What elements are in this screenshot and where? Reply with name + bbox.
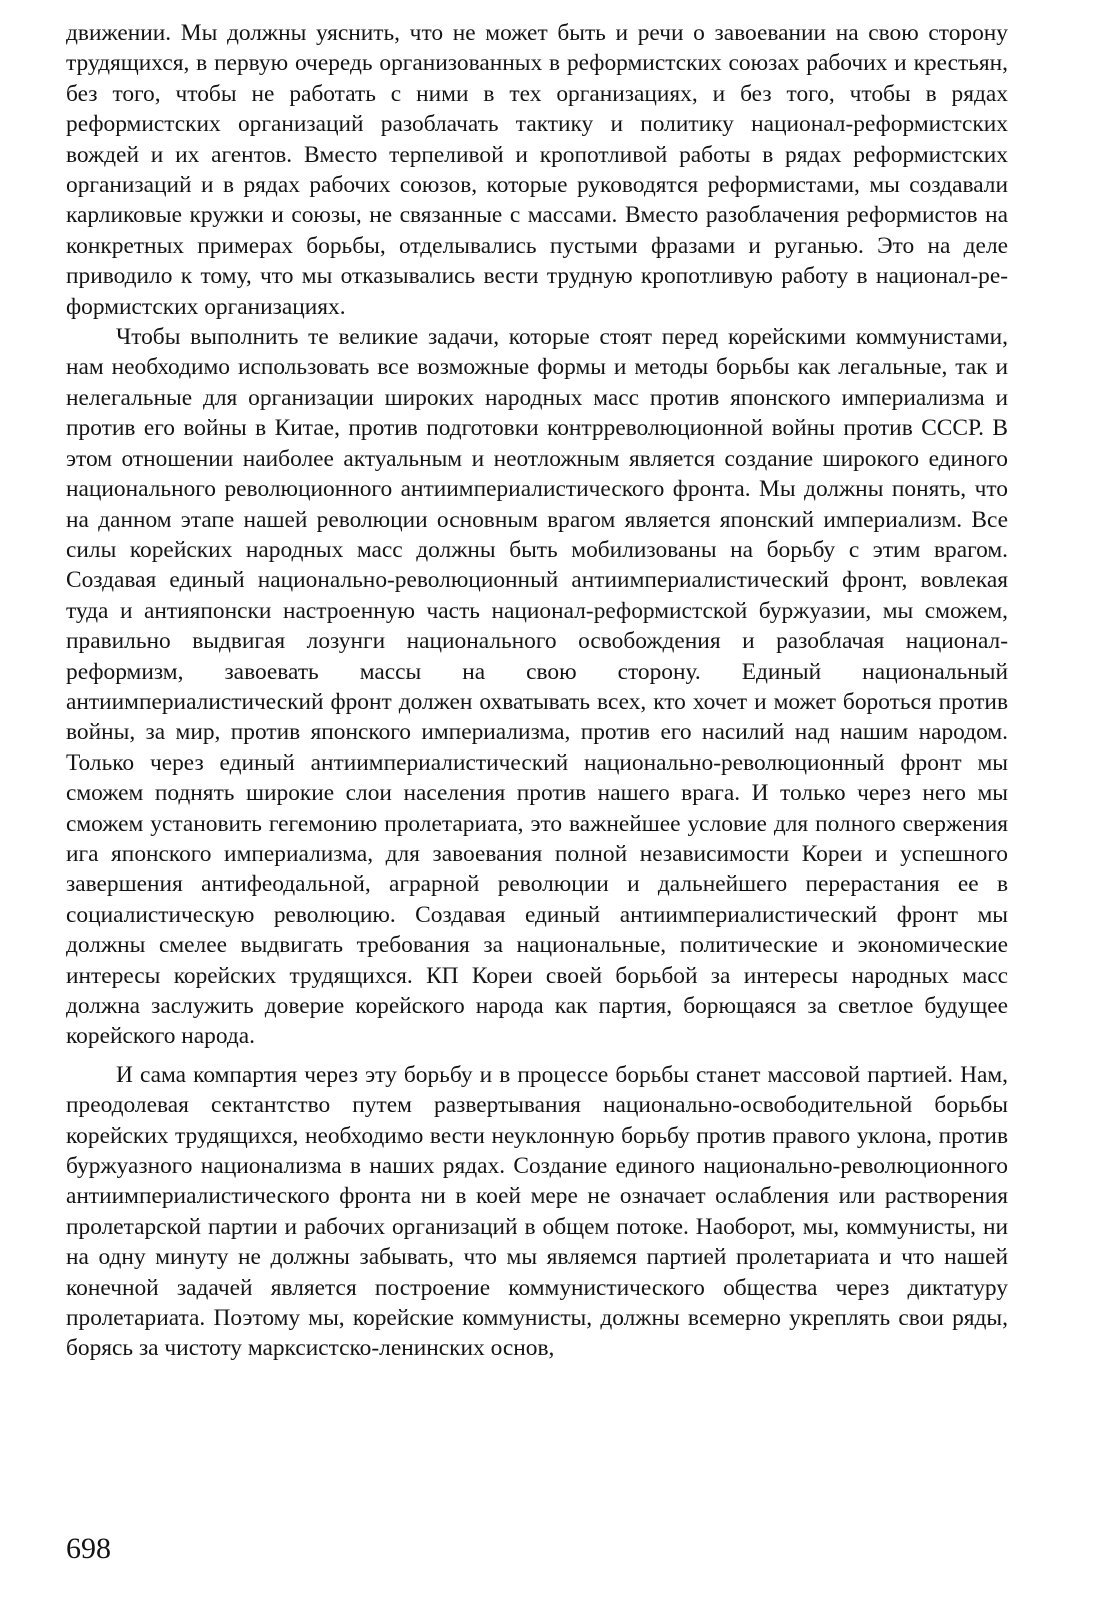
paragraph-3: И сама компартия через эту борьбу и в процессе борьбы станет массовой партией. Нам, преодолевая сектантство путем развертывания национально-освободительной борьбы корейских трудящихся, необходимо вести неуклонную борьбу против правого уклона, против буржуазного национализма в наших рядах. Создание единого национально-революционного антиимпериалистического фронта ни в коей мере не означает ослабления или растворения пролетарской партии и рабочих организаций в общем потоке. Наоборот, мы, коммунисты, ни на одну минуту не должны забывать, что мы являемся партией пролетариата и что нашей конечной задачей является построение коммунистического общества через диктатуру пролетариата. Поэтому мы, корейские коммунисты, должны всемерно укреплять свои ряды, борясь за чистоту марксистско-ленинских основ, [66,1061,1008,1362]
paragraph-2: Чтобы выполнить те великие задачи, которые стоят перед корейскими коммунистами, нам необходимо использовать все возможные формы и методы борьбы как легальные, так и нелегальные для организации широких народных масс против японского империализма и против его войны в Китае, против подготовки контрреволюционной войны против СССР. В этом отношении наиболее актуальным и неотложным является создание широкого единого национального революционного антиимпериалистического фронта. Мы должны понять, что на данном этапе нашей революции основным врагом является японский империализм. Все силы корейских народных масс должны быть мобилизованы на борьбу с этим врагом. Создавая единый национально-революционный антиимпериалистический фронт, вовлекая туда и антияпонски настроенную часть национал-реформистской буржуазии, мы сможем, правильно выдвигая лозунги национального освобождения и разоблачая национал-реформизм, завоевать массы на свою сторону. Единый национальный антиимпериалистический фронт должен охватывать всех, кто хочет и может бороться против войны, за мир, против японского империализма, против его насилий над нашим народом. Только через единый антиимпериалистический национально-революционный фронт мы сможем поднять широкие слои населения против нашего врага. И только через него мы сможем установить гегемонию пролетариата, это важнейшее условие для полного свержения ига японского империализма, для завоевания полной независимости Кореи и успешного завершения антифеодальной, аграрной революции и дальнейшего перерастания ее в социалистическую революцию. Создавая единый антиимпериалистический фронт мы должны смелее выдвигать требования за национальные, политические и экономические интересы корейских трудящихся. КП Кореи своей борьбой за интересы народных масс должна заслужить доверие корейского народа как партия, борющаяся за светлое будущее корейского народа. [66,324,1008,1050]
page-number: 698 [66,1532,111,1565]
page-body [66,18,1008,1364]
paragraph-1: движении. Мы должны уяснить, что не может быть и речи о завоевании на свою сторону трудящихся, в первую очередь организованных в реформистских союзах рабочих и крестьян, без того, чтобы не работать с ними в тех организациях, и без того, чтобы в рядах реформистских организаций разоблачать тактику и политику национал-реформистских вождей и их агентов. Вместо терпеливой и кропотливой работы в рядах реформистских организаций и в рядах рабочих союзов, которые руководятся реформистами, мы создавали карликовые кружки и союзы, не связанные с массами. Вместо разоблачения реформистов на конкретных примерах борьбы, отделывались пустыми фразами и руганью. Это на деле приводило к тому, что мы отказывались вести трудную кропотливую работу в национал-реформистских организациях. [66,20,1008,320]
